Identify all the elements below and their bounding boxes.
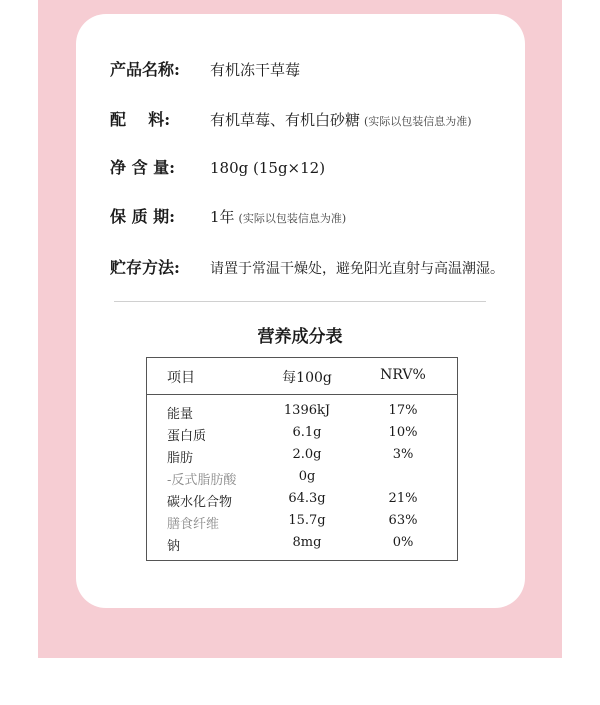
info-value: 有机冻干草莓: [210, 61, 301, 79]
info-value: 1年: [210, 208, 235, 226]
divider: [114, 301, 486, 302]
row-item: 钠: [167, 539, 181, 554]
info-row-product-name: [110, 57, 530, 80]
info-row-ingredients: [110, 107, 530, 130]
table-row: [147, 445, 457, 467]
info-label: 净 含 量:: [110, 158, 176, 177]
row-item: 脂肪: [167, 451, 194, 466]
header-per100g: 每100g: [282, 370, 332, 386]
row-nrv: 10%: [388, 425, 418, 440]
info-row-storage: [110, 255, 530, 278]
row-per100g: 0g: [298, 469, 316, 484]
table-header: [147, 358, 457, 395]
row-nrv: 21%: [388, 491, 418, 506]
table-row: [147, 533, 457, 555]
info-value: 请置于常温干燥处，避免阳光直射与高温潮湿。: [210, 261, 504, 277]
row-nrv: 3%: [392, 447, 414, 462]
info-row-net-content: [110, 155, 530, 178]
row-item: 蛋白质: [167, 429, 207, 444]
nutrition-table: [146, 357, 458, 561]
info-note: (实际以包装信息为准): [364, 115, 472, 128]
row-item: 能量: [167, 407, 194, 422]
info-value: 有机草莓、有机白砂糖: [210, 111, 361, 129]
row-nrv: 0%: [392, 535, 414, 550]
row-per100g: 15.7g: [288, 513, 326, 528]
row-nrv: 63%: [388, 513, 418, 528]
table-row: [147, 401, 457, 423]
row-per100g: 64.3g: [288, 491, 326, 506]
row-per100g: 2.0g: [292, 447, 322, 462]
row-nrv: 17%: [388, 403, 418, 418]
info-value: 180g (15g×12): [210, 159, 326, 177]
row-per100g: 6.1g: [292, 425, 322, 440]
info-label: 产品名称:: [110, 60, 180, 79]
info-label: 贮存方法:: [110, 258, 180, 277]
nutrition-title: 营养成分表: [257, 327, 343, 347]
table-row: [147, 467, 457, 489]
table-row: [147, 511, 457, 533]
table-row: [147, 489, 457, 511]
row-item: 膳食纤维: [167, 517, 220, 532]
row-per100g: 8mg: [292, 535, 322, 550]
row-item: 碳水化合物: [167, 495, 233, 510]
info-label: 配 料:: [110, 110, 171, 129]
info-note: (实际以包装信息为准): [238, 212, 347, 225]
info-label: 保 质 期:: [110, 207, 176, 226]
table-row: [147, 423, 457, 445]
row-per100g: 1396kJ: [283, 403, 331, 418]
row-item: -反式脂肪酸: [167, 473, 237, 488]
header-nrv: NRV%: [380, 367, 426, 383]
header-item: 项目: [167, 370, 195, 386]
info-row-shelf-life: [110, 204, 530, 227]
